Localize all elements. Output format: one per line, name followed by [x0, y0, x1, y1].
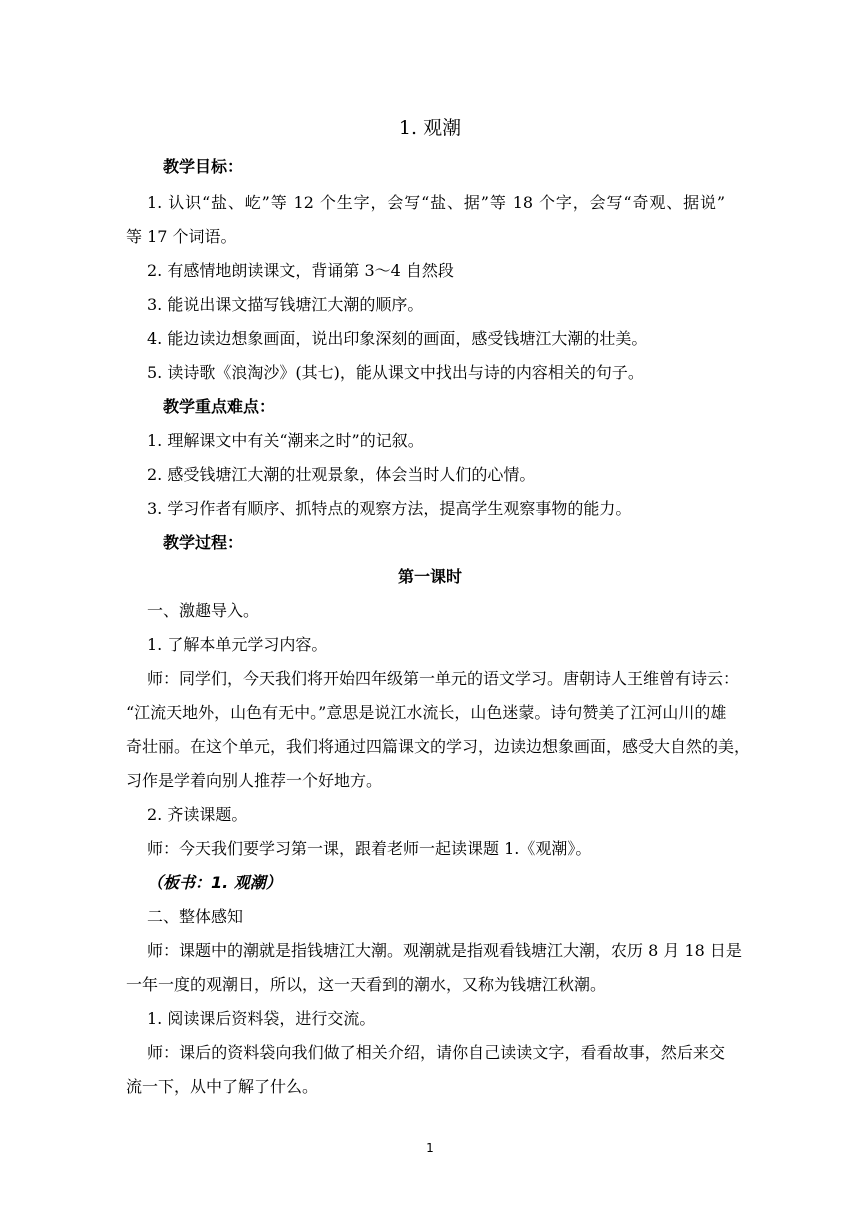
lesson-heading: 第一课时 [397, 567, 462, 586]
goal-line: 2. 有感情地朗读课文，背诵第 3～4 自然段 [147, 261, 454, 280]
section-heading: 一、激趣导入。 [147, 601, 260, 620]
paragraph-line: 师：今天我们要学习第一课，跟着老师一起读课题 1.《观潮》。 [147, 839, 592, 858]
goal-line: 5. 读诗歌《浪淘沙》(其七)，能从课文中找出与诗的内容相关的句子。 [147, 363, 644, 382]
list-item: 1. 了解本单元学习内容。 [147, 635, 328, 654]
paragraph-line: 师：课后的资料袋向我们做了相关介绍，请你自己读读文字，看看故事，然后来交 [147, 1043, 725, 1062]
section-heading: 二、整体感知 [147, 907, 244, 926]
goal-line: 4. 能边读边想象画面，说出印象深刻的画面，感受钱塘江大潮的壮美。 [147, 329, 648, 348]
keypoint-line: 2. 感受钱塘江大潮的壮观景象，体会当时人们的心情。 [147, 465, 536, 484]
keypoint-line: 1. 理解课文中有关“潮来之时”的记叙。 [147, 431, 424, 450]
paragraph-line: 流一下，从中了解了什么。 [126, 1077, 319, 1096]
keypoint-line: 3. 学习作者有顺序、抓特点的观察方法，提高学生观察事物的能力。 [147, 499, 632, 518]
page-number: 1 [426, 1141, 434, 1155]
paragraph-line: 师：课题中的潮就是指钱塘江大潮。观潮就是指观看钱塘江大潮，农历 8 月 18 日是 [147, 941, 742, 960]
paragraph-line: 师：同学们，今天我们将开始四年级第一单元的语文学习。唐朝诗人王维曾有诗云： [147, 669, 740, 688]
paragraph-line: 一年一度的观潮日，所以，这一天看到的潮水，又称为钱塘江秋潮。 [126, 975, 607, 994]
goals-heading: 教学目标： [163, 157, 244, 176]
keypoints-heading: 教学重点难点： [163, 397, 276, 416]
goal-line: 1. 认识“盐、屹”等 12 个生字，会写“盐、据”等 18 个字，会写“奇观、据说” [147, 193, 725, 212]
goal-line: 3. 能说出课文描写钱塘江大潮的顺序。 [147, 295, 424, 314]
list-item: 1. 阅读课后资料袋，进行交流。 [147, 1009, 376, 1028]
document-title: 1. 观潮 [398, 117, 462, 139]
process-heading: 教学过程： [163, 533, 244, 552]
paragraph-line: “江流天地外，山色有无中。”意思是说江水流长，山色迷蒙。诗句赞美了江河山川的雄 [126, 703, 727, 722]
paragraph-line: 奇壮丽。在这个单元，我们将通过四篇课文的学习，边读边想象画面，感受大自然的美， [126, 737, 751, 756]
goal-line: 等 17 个词语。 [126, 227, 237, 246]
paragraph-line: 习作是学着向别人推荐一个好地方。 [126, 771, 383, 790]
board-note: （板书：1. 观潮） [147, 873, 282, 892]
list-item: 2. 齐读课题。 [147, 805, 248, 824]
